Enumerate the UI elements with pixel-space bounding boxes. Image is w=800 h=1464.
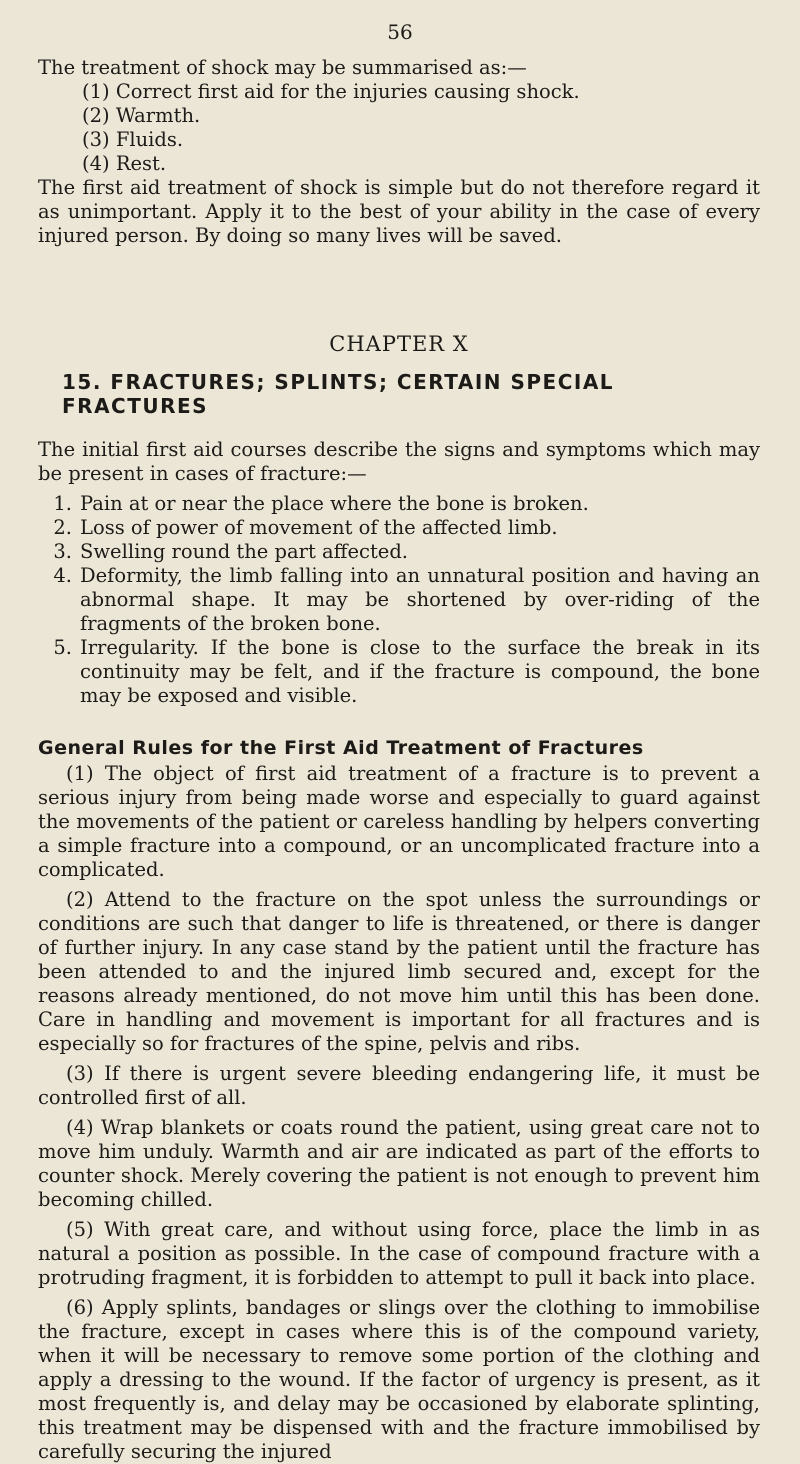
shock-item-2: (2) Warmth. — [82, 104, 201, 127]
fracture-sign-item — [38, 492, 760, 516]
list-text: Swelling round the part affected. — [80, 540, 408, 563]
rule-paragraph-3: (3) If there is urgent severe bleeding endangering life, it must be controlled first of all. — [38, 1062, 760, 1109]
chapter-heading: CHAPTER X — [329, 332, 469, 356]
rule-paragraph-1: (1) The object of first aid treatment of a fracture is to prevent a serious injury from being made worse and especially to guard against the movements of the patient or careless handling by helpers converting a simple fracture into a compound, or an uncomplicated fracture into a complicated. — [38, 762, 760, 881]
page-content — [38, 56, 760, 1464]
list-number: 4. — [53, 564, 72, 587]
list-number: 1. — [53, 492, 72, 515]
shock-closing-paragraph: The first aid treatment of shock is simple but do not therefore regard it as unimportant. Apply it to the best of your ability in the case of every injured person. By doing so many lives will be saved. — [38, 176, 760, 247]
section-title: 15. FRACTURES; SPLINTS; CERTAIN SPECIAL FRACTURES — [62, 370, 615, 418]
page-number: 56 — [387, 20, 413, 44]
fracture-sign-item — [38, 636, 760, 708]
rules-heading: General Rules for the First Aid Treatment of Fractures — [38, 737, 644, 759]
rules-section — [38, 762, 760, 1464]
list-text: Loss of power of movement of the affected limb. — [80, 516, 558, 539]
rule-paragraph-6: (6) Apply splints, bandages or slings over the clothing to immobilise the fracture, except in cases where this is of the compound variety, when it will be necessary to remove some portion of the clothing and apply a dressing to the wound. If the factor of urgency is present, as it most frequently is, and delay may be occasioned by elaborate splinting, this treatment may be dispensed with and the fracture immobilised by carefully securing the injured — [38, 1296, 760, 1463]
fracture-signs-list — [38, 492, 760, 708]
list-text: Deformity, the limb falling into an unnatural position and having an abnormal shape. It may be shortened by over-riding of the fragments of the broken bone. — [80, 564, 760, 635]
fracture-intro: The initial first aid courses describe the signs and symptoms which may be present in cases of fracture:— — [38, 438, 760, 485]
rule-paragraph-5: (5) With great care, and without using force, place the limb in as natural a position as possible. In the case of compound fracture with a protruding fragment, it is forbidden to attempt to pull it back into place. — [38, 1218, 760, 1289]
list-text: Irregularity. If the bone is close to the surface the break in its continuity may be felt, and if the fracture is compound, the bone may be exposed and visible. — [80, 636, 760, 707]
fracture-sign-item — [38, 516, 760, 540]
shock-treatment-list — [82, 80, 760, 176]
rule-paragraph-2: (2) Attend to the fracture on the spot unless the surroundings or conditions are such that danger to life is threatened, or there is danger of further injury. In any case stand by the patient until the fracture has been attended to and the injured limb secured and, except for the reasons already mentioned, do not move him until this has been done. Care in handling and movement is important for all fractures and is especially so for fractures of the spine, pelvis and ribs. — [38, 888, 760, 1055]
shock-item-3: (3) Fluids. — [82, 128, 184, 151]
list-number: 2. — [53, 516, 72, 539]
list-text: Pain at or near the place where the bone is broken. — [80, 492, 589, 515]
rule-paragraph-4: (4) Wrap blankets or coats round the patient, using great care not to move him unduly. Warmth and air are indicated as part of the efforts to counter shock. Merely covering the patient is not enough to prevent him becoming chilled. — [38, 1116, 760, 1211]
fracture-sign-item — [38, 540, 760, 564]
shock-intro: The treatment of shock may be summarised as:— — [38, 56, 527, 79]
list-number: 5. — [53, 636, 72, 659]
shock-item-1: (1) Correct first aid for the injuries causing shock. — [82, 80, 580, 103]
list-number: 3. — [53, 540, 72, 563]
shock-item-4: (4) Rest. — [82, 152, 167, 175]
fracture-sign-item — [38, 564, 760, 636]
